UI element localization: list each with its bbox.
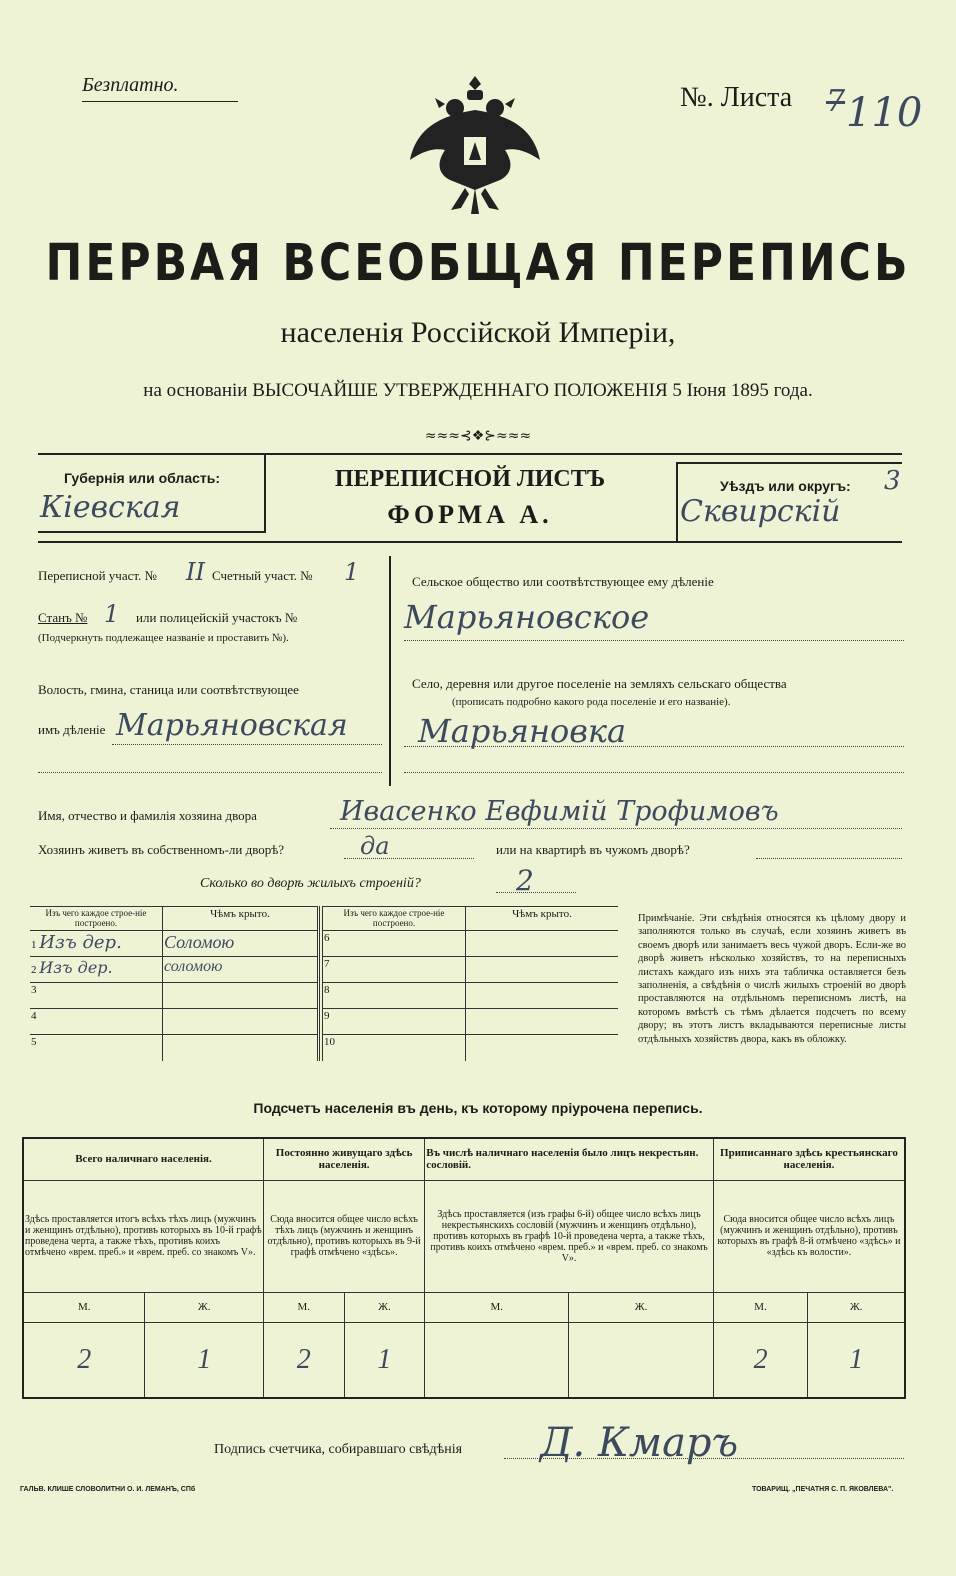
zh-value: 1: [145, 1322, 264, 1398]
m-value: 2: [713, 1322, 807, 1398]
col-desc: Сюда вносится общее число всѣхъ лицъ (мужчинъ и женщинъ отдѣльно), противъ которыхъ въ графѣ 8-й отмѣчено «здѣсь» и «здѣсь къ волости».: [713, 1180, 905, 1292]
village-line: [404, 746, 904, 747]
m-label: М.: [713, 1292, 807, 1322]
free-underline: [82, 101, 238, 102]
owner-name-line: [330, 828, 902, 829]
population-table: [22, 1137, 906, 1399]
printer-right: ТОВАРИЩ. „ПЕЧАТНЯ С. П. ЯКОВЛЕВА".: [752, 1486, 894, 1493]
building-row: 2 Изъ дер.: [30, 957, 163, 983]
form-bottom-rule: [38, 541, 902, 543]
building-row: 1 Изъ дер.: [30, 931, 163, 957]
stan-value: 1: [104, 600, 120, 628]
owner-own-label: Хозяинъ живетъ въ собственномъ-ли дворѣ?: [38, 842, 285, 857]
owner-own-line: [344, 858, 474, 859]
m-label: М.: [23, 1292, 145, 1322]
buildings-value: 2: [516, 864, 534, 897]
building-row: 8: [323, 983, 466, 1009]
building-row: 5: [30, 1035, 163, 1061]
buildings-note: Примѣчаніе. Эти свѣдѣнія относятся къ цѣлому двору и заполняются только въ случаѣ, если хозяинъ живетъ въ своемъ дворѣ или занимаетъ весь чужой дворъ. Если-же во дворѣ живетъ нѣсколько хозяйствъ, то на переписныхъ листахъ каждаго изъ нихъ эта табличка оставляется безъ заполненія, а свѣдѣнія о числѣ жилыхъ строеній во дворѣ проставляются на отдѣльномъ переписномъ листѣ, на которомъ вмѣстѣ съ тѣмъ дѣлается подсчетъ по всему двору; въ этотъ листъ вкладываются переписные листы отдѣльныхъ хозяйствъ двора, какъ въ обложку.: [638, 913, 906, 1045]
building-roof: соломою: [163, 957, 319, 983]
count-title: Подсчетъ населенія въ день, къ которому пріурочена перепись.: [253, 1100, 703, 1116]
stan-label: Станъ №: [38, 610, 88, 625]
society-label: Сельское общество или соотвѣтствующее ему дѣленіе: [412, 574, 714, 589]
census-title: ПЕРВАЯ ВСЕОБЩАЯ ПЕРЕПИСЬ: [45, 234, 911, 293]
gubernia-value: Кіевская: [40, 490, 181, 525]
society-value: Марьяновское: [404, 598, 650, 636]
col-desc: Сюда вносится общее число всѣхъ тѣхъ лицъ (мужчинъ и женщинъ отдѣльно), противъ которыхъ въ 9-й графѣ отмѣчено «здѣсь».: [263, 1180, 424, 1292]
perepisnoi-label: Переписной участ. №: [38, 568, 157, 583]
uezd-value: Сквирскій: [680, 494, 841, 529]
building-row: 9: [323, 1009, 466, 1035]
material-header: Изъ чего каждое строе-ніе построено.: [30, 907, 163, 931]
col-desc: Здѣсь проставляется (изъ графы 6-й) общее число всѣхъ лицъ некрестьянскихъ сословій (мужчинъ и женщинъ отдѣльно), противъ которыхъ въ графѣ 10-й проведена черта, а также тѣхъ, противъ коихъ отмѣчено «врем. преб.» и «врем. преб. со знакомъ V».: [425, 1180, 714, 1292]
perepisnoi-value: II: [186, 558, 205, 586]
form-subtitle: ФОРМА А.: [387, 500, 553, 529]
schetny-label: Счетный участ. №: [212, 568, 313, 583]
buildings-label: Сколько во дворѣ жилыхъ строеній?: [200, 876, 421, 891]
col-head: Всего наличнаго населенія.: [23, 1138, 263, 1180]
zh-label: Ж.: [569, 1292, 714, 1322]
owner-rent-label: или на квартирѣ въ чужомъ дворѣ?: [496, 842, 690, 857]
society-line: [404, 640, 904, 641]
volost-label-2: имъ дѣленіе: [38, 722, 106, 737]
village-label: Село, деревня или другое поселеніе на земляхъ сельскаго общества: [412, 676, 787, 691]
building-row: 7: [323, 957, 466, 983]
sheet-number-struck: 7: [826, 84, 846, 119]
village-line-2: [404, 772, 904, 773]
zh-label: Ж.: [344, 1292, 425, 1322]
signature-value: Д. Кмаръ: [540, 1420, 739, 1466]
census-basis: на основаніи ВЫСОЧАЙШЕ УТВЕРЖДЕННАГО ПОЛОЖЕНІЯ 5 Іюня 1895 года.: [143, 380, 813, 401]
double-headed-eagle-emblem: [405, 70, 545, 220]
free-label: Безплатно.: [82, 74, 179, 96]
ornament-divider: ≈≈≈⊰❖⊱≈≈≈: [424, 428, 532, 444]
owner-name-label: Имя, отчество и фамилія хозяина двора: [38, 808, 257, 823]
volost-line: [112, 744, 382, 745]
m-value: 2: [23, 1322, 145, 1398]
uezd-label: Уѣздъ или округъ:: [720, 478, 851, 494]
form-title: ПЕРЕПИСНОЙ ЛИСТЪ: [334, 466, 606, 492]
roof-header-2: Чѣмъ крыто.: [466, 907, 619, 931]
material-header-2: Изъ чего каждое строе-ніе построено.: [323, 907, 466, 931]
zh-value: 1: [808, 1322, 905, 1398]
building-row: 4: [30, 1009, 163, 1035]
police-label: или полицейскій участокъ №: [136, 610, 298, 625]
owner-name-value: Ивасенко Евфимій Трофимовъ: [340, 796, 779, 827]
printer-left: ГАЛЬВ. КЛИШЕ СЛОВОЛИТНИ О. И. ЛЕМАНЪ, СПб: [20, 1486, 196, 1493]
building-row: 6: [323, 931, 466, 957]
sheet-number-value: 110: [846, 90, 923, 136]
column-divider: [389, 556, 391, 786]
m-label: М.: [425, 1292, 569, 1322]
volost-line-2: [38, 772, 382, 773]
schetny-value: 1: [344, 558, 360, 586]
buildings-table-right: [322, 906, 618, 1061]
zh-value: [569, 1322, 714, 1398]
signature-label: Подпись счетчика, собиравшаго свѣдѣнія: [214, 1442, 463, 1457]
col-head: Постоянно живущаго здѣсь населенія.: [263, 1138, 424, 1180]
building-row: 10: [323, 1035, 466, 1061]
zh-label: Ж.: [145, 1292, 264, 1322]
sheet-number-label: №. Листа: [680, 82, 793, 113]
zh-value: 1: [344, 1322, 425, 1398]
buildings-table-left: [30, 906, 320, 1061]
gubernia-label: Губернія или область:: [64, 470, 221, 486]
col-head: Въ числѣ наличнаго населенія было лицъ некрестьян. сословій.: [425, 1138, 714, 1180]
m-value: [425, 1322, 569, 1398]
col-head: Приписаннаго здѣсь крестьянскаго населенія.: [713, 1138, 905, 1180]
volost-value: Марьяновская: [116, 708, 348, 743]
underline-note: (Подчеркнуть подлежащее названіе и проставить №).: [38, 632, 289, 644]
building-roof: Соломою: [163, 931, 319, 957]
owner-own-value: да: [360, 832, 390, 860]
village-value: Марьяновка: [418, 712, 627, 750]
buildings-line: [496, 892, 576, 893]
col-desc: Здѣсь проставляется итогъ всѣхъ тѣхъ лицъ (мужчинъ и женщинъ отдѣльно), противъ которыхъ въ 10-й графѣ проведена черта, а также тѣхъ, противъ коихъ отмѣчено «врем. преб.» и «врем. преб. со знакомъ V».: [23, 1180, 263, 1292]
census-subtitle: населенія Россійской Имперіи,: [280, 316, 676, 349]
m-value: 2: [263, 1322, 344, 1398]
zh-label: Ж.: [808, 1292, 905, 1322]
village-note: (прописать подробно какого рода поселеніе и его названіе).: [452, 696, 731, 708]
owner-rent-line: [756, 858, 902, 859]
roof-header: Чѣмъ крыто.: [163, 907, 319, 931]
uezd-number: 3: [884, 466, 901, 496]
m-label: М.: [263, 1292, 344, 1322]
volost-label: Волость, гмина, станица или соотвѣтствующее: [38, 682, 299, 697]
building-row: 3: [30, 983, 163, 1009]
